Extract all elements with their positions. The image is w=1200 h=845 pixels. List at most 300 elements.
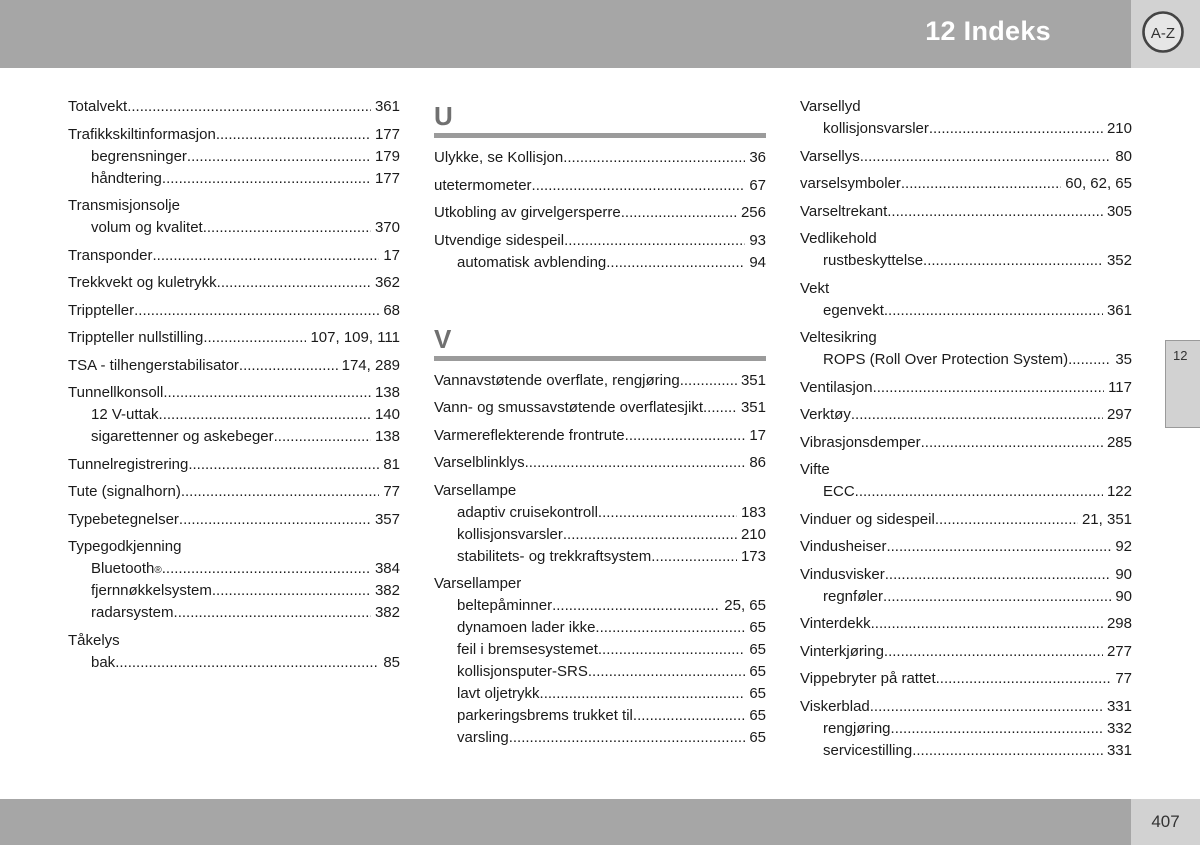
dot-leader [935,509,1078,531]
index-entry [68,96,400,118]
entry-text: Varsellys [800,147,860,165]
dot-leader [851,404,1103,426]
entry-text: egenvekt [823,301,884,319]
entry-text: kollisjonsputer-SRS [457,663,588,680]
entry-text: TSA - tilhengerstabilisator [68,356,239,374]
index-entry [434,230,766,274]
index-subentry [800,250,1132,272]
index-entry-line [800,509,1132,531]
index-entry-line [800,278,1132,300]
index-entry-line [434,202,766,224]
dot-leader [633,705,745,727]
entry-text: Transmisjonsolje [68,197,180,214]
entry-text: Verktøy [800,406,851,423]
dot-leader [552,595,720,617]
dot-leader [886,536,1111,558]
index-subentry [800,718,1132,740]
dot-leader [212,580,371,602]
page-ref: 67 [749,176,766,194]
page-ref: 173 [740,547,766,565]
entry-text: Typebetegnelser [68,510,179,528]
index-entry [800,228,1132,272]
page-ref: 140 [374,406,400,423]
dot-leader [187,146,371,168]
index-entry [68,536,400,624]
entry-text: Vekt [800,279,830,297]
dot-leader [871,613,1103,635]
index-entry-line [800,201,1132,223]
dot-leader [929,118,1103,140]
entry-text: Varmereflekterende frontrute [434,426,625,444]
index-entry [68,382,400,448]
dot-leader [239,355,338,377]
index-entry-line [68,124,400,146]
entry-text: Vinterdekk [800,615,871,632]
entry-text: ROPS (Roll Over Protection System) [823,351,1069,368]
index-entry-line [434,425,766,447]
entry-text: Tute (signalhorn) [68,483,181,500]
index-entry-line [68,355,400,377]
index-entry [434,370,766,392]
index-entry-line [800,696,1132,718]
entry-text: Veltesikring [800,329,877,346]
index-entry-line [434,175,766,197]
index-entry-line [68,327,400,349]
page-ref: 17 [383,246,400,264]
index-entry-line [800,668,1132,690]
dot-leader [563,147,745,169]
dot-leader [563,524,737,546]
dot-leader [887,201,1103,223]
index-entry [68,630,400,674]
index-subentry [68,404,400,426]
entry-text: rustbeskyttelse [823,252,924,269]
index-entry [800,459,1132,503]
index-entry [800,201,1132,223]
index-entry-line [800,536,1132,558]
index-entry [434,452,766,474]
dot-leader [115,652,379,674]
index-entry-line [434,370,766,392]
page-ref: 370 [374,219,400,236]
index-entry [800,96,1132,140]
entry-text: Vann- og smussavstøtende overflatesjikt [434,399,704,416]
index-subentry [434,502,766,524]
page-ref: 138 [374,428,400,445]
page-ref: 122 [1106,483,1132,500]
dot-leader [564,230,745,252]
index-subentry [434,705,766,727]
index-subentry [434,252,766,274]
page-ref: 35 [1115,351,1132,368]
dot-leader [509,727,746,749]
index-entry [800,668,1132,690]
index-entry [800,404,1132,426]
dot-leader [860,146,1112,168]
index-entry-line [68,382,400,404]
index-subentry [434,617,766,639]
dot-leader [217,272,371,294]
dot-leader [885,564,1112,586]
index-entry [68,272,400,294]
index-entry-line [434,452,766,474]
index-subentry [800,481,1132,503]
index-subentry [68,580,400,602]
entry-text: utetermometer [434,176,532,194]
page-ref: 352 [1106,252,1132,269]
page-ref: 65 [749,707,766,724]
dot-leader [595,617,745,639]
page-ref: 362 [374,274,400,291]
page-ref: 65 [749,729,766,746]
index-entry-line [800,404,1132,426]
entry-text: parkeringsbrems trukket til [457,707,633,724]
index-subentry [434,683,766,705]
section-heading-v [434,319,766,361]
page-ref: 351 [740,399,766,416]
dot-leader [855,481,1103,503]
entry-text: Viskerblad [800,697,870,715]
index-subentry [68,652,400,674]
dot-leader [588,661,745,683]
index-entry [68,124,400,190]
page-ref: 382 [374,582,400,599]
dot-leader [274,426,371,448]
index-entry [800,327,1132,371]
index-entry-line [68,454,400,476]
entry-text: beltepåminner [457,597,553,614]
page-ref: 351 [740,371,766,389]
index-entry-line [68,245,400,267]
entry-text: kollisjonsvarsler [823,120,929,137]
index-subentry: Bluetooth ® ..... 384 [68,558,400,580]
page-ref: 382 [374,604,400,621]
page-ref: 332 [1106,719,1132,737]
entry-text: automatisk avblending [457,253,607,271]
index-entry [434,397,766,419]
index-entry-line [800,641,1132,663]
index-entry-line [800,377,1132,399]
entry-text: Utvendige sidespeil [434,231,565,249]
az-index-icon [1141,10,1185,54]
entry-text: Vedlikehold [800,230,877,247]
entry-text: bak [91,653,116,671]
page-ref: 94 [749,253,766,271]
page-ref: 305 [1106,202,1132,220]
entry-text: Vindusheiser [800,538,887,555]
page-ref: 331 [1106,697,1132,715]
page-ref: 177 [374,125,400,143]
page-ref: 256 [740,204,766,221]
dot-leader [606,252,745,274]
index-entry-line [800,432,1132,454]
dot-leader [703,397,737,419]
entry-text: Vibrasjonsdemper [800,433,921,451]
dot-leader [651,546,737,568]
index-subentry [434,524,766,546]
page-ref: 60, 62, 65 [1065,175,1132,192]
entry-text: Trafikkskiltinformasjon [68,125,216,143]
page-ref: 65 [749,619,766,636]
dot-leader [923,250,1103,272]
dot-leader [163,382,371,404]
dot-leader [912,740,1103,762]
entry-text: Utkobling av girvelgersperre [434,204,621,221]
dot-leader [680,370,737,392]
index-entry [68,245,400,267]
page-ref: 210 [1106,120,1132,137]
index-subentry [68,426,400,448]
index-subentry [800,586,1132,608]
dot-leader [203,327,306,349]
index-subentry [68,602,400,624]
page-ref: 183 [740,503,766,521]
section-heading-u [434,96,766,138]
page-ref: 93 [749,231,766,249]
page-ref: 92 [1115,538,1132,555]
entry-text: Vippebryter på rattet [800,670,936,687]
entry-text: Varsellyd [800,98,861,115]
page-ref: 65 [749,663,766,680]
page-ref: 174, 289 [341,356,400,374]
dot-leader [181,481,379,503]
entry-text: sigarettenner og askebeger [91,428,274,445]
entry-text: 12 V-uttak [91,406,159,423]
entry-text: Vifte [800,461,830,478]
index-entry-line [800,327,1132,349]
page-ref: 138 [374,384,400,401]
dot-leader [162,168,371,190]
page-ref: 361 [374,98,400,115]
index-entry-line [800,173,1132,195]
index-entry-line [68,509,400,531]
entry-text: håndtering [91,169,162,187]
index-entry [800,536,1132,558]
page-ref: 210 [740,525,766,543]
page-ref: 85 [383,653,400,671]
index-entry-line [434,480,766,502]
index-entry-line [800,613,1132,635]
entry-text: Vindusvisker [800,565,885,583]
index-entry [68,454,400,476]
index-column-2 [434,96,766,749]
dot-leader [162,558,371,580]
index-entry [68,481,400,503]
page-number: 407 [1151,812,1180,831]
index-subentry [68,217,400,239]
index-entry [68,327,400,349]
dot-leader [540,683,746,705]
index-entry-line [434,397,766,419]
section-letter: V [434,323,452,354]
index-subentry [800,118,1132,140]
index-column-3 [800,96,1132,762]
index-column-1 [68,96,400,674]
page-ref: 90 [1115,587,1132,605]
dot-leader [883,586,1111,608]
dot-leader [179,509,371,531]
index-entry [434,175,766,197]
page-ref: 107, 109, 111 [310,329,400,346]
index-entry-line [434,573,766,595]
dot-leader [188,454,379,476]
index-subentry [68,146,400,168]
page-ref: 65 [749,685,766,702]
page-footer [0,799,1131,845]
page-ref: 65 [749,641,766,658]
dot-leader [921,432,1103,454]
index-subentry [434,595,766,617]
index-entry-line [68,300,400,322]
index-entry [800,173,1132,195]
dot-leader [936,668,1112,690]
page-ref: 361 [1106,301,1132,319]
entry-text: Tåkelys [68,631,120,649]
entry-text: Vinterkjøring [800,642,884,660]
index-subentry [68,168,400,190]
dot-leader [870,696,1103,718]
dot-leader [203,217,371,239]
page-ref: 17 [749,426,766,444]
page-ref: 177 [374,169,400,187]
dot-leader [159,404,371,426]
entry-text: Ventilasjon [800,378,873,396]
index-entry [434,573,766,749]
entry-text: volum og kvalitet [91,219,203,236]
entry-text: varsling [457,729,509,746]
page-ref: 285 [1106,433,1132,451]
index-entry [68,509,400,531]
index-entry [68,195,400,239]
index-entry [800,613,1132,635]
entry-text: Ulykke, se Kollisjon [434,149,564,166]
entry-text: Vannavstøtende overflate, rengjøring [434,371,680,389]
page-ref: 25, 65 [724,597,766,614]
entry-text: begrensninger [91,147,187,165]
entry-text: kollisjonsvarsler [457,525,563,543]
index-subentry [434,639,766,661]
entry-text: Vinduer og sidespeil [800,510,935,528]
index-entry-line [68,536,400,558]
entry-text: ECC [823,483,855,500]
index-entry [800,146,1132,168]
page-ref: 331 [1106,741,1132,759]
entry-text: Varsellampe [434,481,517,499]
index-subentry [800,349,1132,371]
page-ref: 298 [1106,615,1132,632]
dot-leader [625,425,746,447]
dot-leader [134,300,379,322]
index-entry-line [800,564,1132,586]
index-subentry [434,727,766,749]
page-ref: 68 [383,301,400,319]
page-ref: 384 [374,560,400,577]
dot-leader [884,641,1103,663]
index-entry [800,432,1132,454]
page-ref: 80 [1115,147,1132,165]
dot-leader [127,96,371,118]
entry-text: Varselblinklys [434,454,525,471]
index-entry [800,696,1132,762]
entry-text: regnføler [823,587,884,605]
dot-leader [153,245,380,267]
page-ref: 357 [374,510,400,528]
chapter-title: 12 Indeks [925,16,1051,46]
page-ref: 179 [374,147,400,165]
index-subentry [800,300,1132,322]
index-entry [434,480,766,568]
entry-text: lavt oljetrykk [457,685,540,702]
index-entry-line [68,272,400,294]
index-entry [800,509,1132,531]
page-ref: 77 [1115,670,1132,687]
dot-leader [884,300,1103,322]
page-ref: 36 [749,149,766,166]
dot-leader [598,502,737,524]
index-subentry [800,740,1132,762]
entry-text: Transponder [68,246,153,264]
index-entry-line [434,147,766,169]
index-subentry [434,546,766,568]
index-entry [800,278,1132,322]
index-entry-line [68,96,400,118]
entry-text: servicestilling [823,741,913,759]
page-ref: 277 [1106,642,1132,660]
entry-text: Trekkvekt og kuletrykk [68,274,217,291]
page-ref: 117 [1108,378,1132,396]
page-ref: 21, 351 [1081,510,1132,528]
entry-text: Typegodkjenning [68,538,182,555]
entry-text: Bluetooth [91,560,155,577]
entry-text: Trippteller nullstilling [68,329,204,346]
index-entry [800,564,1132,608]
entry-text: adaptiv cruisekontroll [457,503,598,521]
entry-text: Tunnellkonsoll [68,384,164,401]
section-letter: U [434,101,453,131]
entry-text: Trippteller [68,301,135,319]
entry-text: radarsystem [91,604,174,621]
page-ref: 81 [383,455,400,473]
index-entry-line [434,230,766,252]
dot-leader [532,175,746,197]
page-ref: 86 [749,454,766,471]
index-entry [800,377,1132,399]
index-entry-line [800,96,1132,118]
index-subentry [434,661,766,683]
entry-text: feil i bremsesystemet [457,641,598,658]
dot-leader [216,124,371,146]
index-entry-line [800,146,1132,168]
chapter-side-tab-label: 12 [1173,348,1188,363]
index-entry [68,300,400,322]
index-entry [434,202,766,224]
index-entry [800,641,1132,663]
index-entry-line [800,459,1132,481]
entry-text: Totalvekt [68,98,128,115]
entry-text: stabilitets- og trekkraftsystem [457,547,652,565]
index-entry-line [800,228,1132,250]
index-entry [434,147,766,169]
page-header [0,0,1131,68]
page-ref: 297 [1106,406,1132,423]
dot-leader [901,173,1061,195]
dot-leader [525,452,746,474]
page-ref: 77 [383,483,400,500]
entry-text: Varsellamper [434,575,522,592]
entry-text: dynamoen lader ikke [457,619,596,636]
entry-text: Varseltrekant [800,202,888,220]
dot-leader [621,202,737,224]
